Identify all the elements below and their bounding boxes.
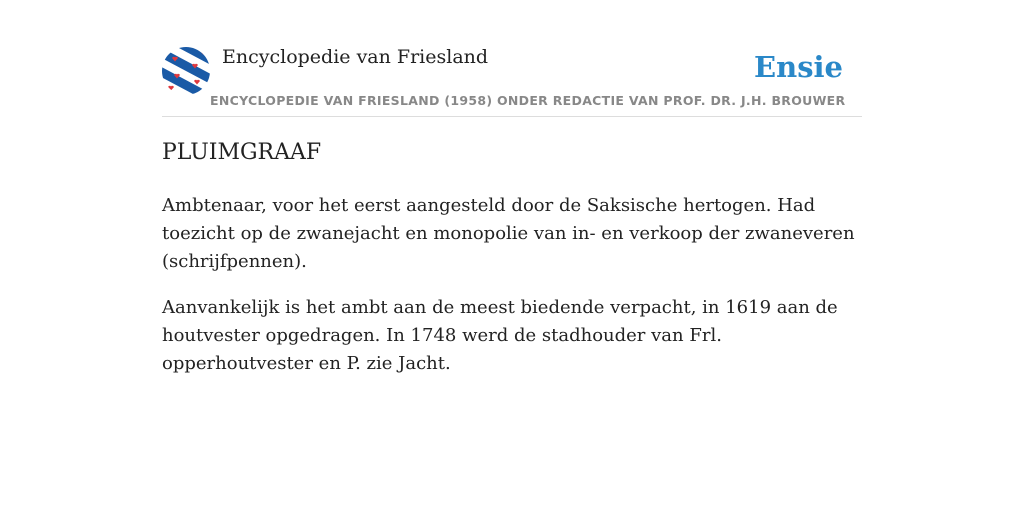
header (162, 44, 862, 117)
ensie-logo-link[interactable]: Ensie (754, 50, 843, 84)
entry-paragraph: Ambtenaar, voor het eerst aangesteld door de Saksische hertogen. Had toezicht op de zwanejacht en monopolie van in- en verkoop der zwaneveren (schrijfpennen). (162, 195, 855, 272)
entry-paragraph: Aanvankelijk is het ambt aan de meest biedende verpacht, in 1619 aan de houtvester opgedragen. In 1748 werd de stadhouder van Frl. opperhoutvester en P. zie Jacht. (162, 297, 838, 374)
entry-title: PLUIMGRAAF (162, 140, 322, 165)
entry-body (162, 192, 862, 396)
frisian-flag-icon[interactable] (162, 47, 210, 95)
site-subtitle: ENCYCLOPEDIE VAN FRIESLAND (1958) ONDER REDACTIE VAN PROF. DR. J.H. BROUWER (210, 93, 846, 108)
site-title[interactable]: Encyclopedie van Friesland (222, 46, 489, 68)
